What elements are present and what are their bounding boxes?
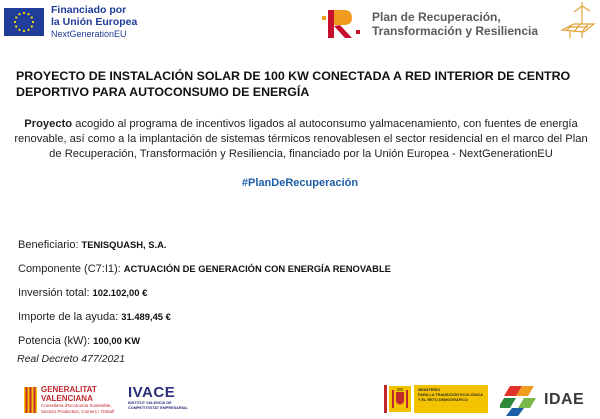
ministerio-bar <box>384 385 387 413</box>
description-lead: Proyecto <box>24 118 73 130</box>
ministerio-logo <box>384 385 490 413</box>
gva-sub-1: Conselleria d'Economia Sostenible, <box>41 403 112 408</box>
field-value: 31.489,45 € <box>121 311 171 322</box>
gva-line-1: GENERALITAT <box>41 385 97 394</box>
gva-text <box>41 385 114 415</box>
eu-flag-icon <box>4 8 44 36</box>
field-potencia <box>18 331 140 349</box>
eu-star <box>23 12 25 14</box>
ivace-sub-2: COMPETITIVITAT EMPRESARIAL <box>128 406 188 410</box>
solar-panel-wind-icon <box>560 2 596 40</box>
field-importe <box>18 307 171 325</box>
eu-star <box>27 29 29 31</box>
eu-star <box>32 21 34 23</box>
project-title: PROYECTO DE INSTALACIÓN SOLAR DE 100 KW CONECTADA A RED INTERIOR DE CENTRO DEPORTIVO PARA AUTOCONSUMO DE ENERGÍA <box>16 69 571 99</box>
description-body: acogido al programa de incentivos ligados al autoconsumo yalmacenamiento, con fuentes de energía renovable, así como a la implantación de sistemas térmicos renovablesen el sector residencial en el marco del Plan de Recuperación, Transformación y Resiliencia, financiado por la Unión Europea - NextGenerationEU <box>14 118 588 160</box>
gva-sub-2: Sectors Productius, Comerç i Treball <box>41 409 115 414</box>
gva-line-2: VALENCIANA <box>41 394 93 403</box>
eu-star <box>15 16 17 18</box>
field-componente <box>18 259 391 277</box>
ivace-word: IVACE <box>128 384 176 401</box>
generalitat-valenciana-logo <box>24 385 114 415</box>
eu-star <box>18 13 20 15</box>
idae-word: IDAE <box>544 391 585 408</box>
eu-star <box>18 29 20 31</box>
field-label: Potencia (kW): <box>18 335 91 347</box>
field-beneficiario <box>18 235 166 253</box>
ministerio-line-2: PARA LA TRANSICIÓN ECOLÓGICA <box>418 393 484 397</box>
field-label: Importe de la ayuda: <box>18 311 119 323</box>
gva-stripes-icon <box>24 387 37 413</box>
ministerio-text <box>414 385 488 413</box>
field-value: 100,00 KW <box>93 335 141 346</box>
ministerio-line-1: MINISTERIO <box>418 388 441 392</box>
eu-funding-logo <box>4 4 137 40</box>
eu-star <box>14 21 16 23</box>
ivace-sub-1: INSTITUT VALENCIÀ DE <box>128 401 172 405</box>
eu-star <box>15 25 17 27</box>
eu-star <box>27 13 29 15</box>
field-label: Inversión total: <box>18 287 90 299</box>
hashtag: #PlanDeRecuperación <box>241 177 359 189</box>
field-value: 102.102,00 € <box>92 287 148 298</box>
ivace-logo <box>128 384 190 411</box>
prtr-r-mark-icon <box>320 6 364 42</box>
field-label: Beneficiario: <box>18 239 79 251</box>
ministerio-line-3: Y EL RETO DEMOGRÁFICO <box>418 398 468 402</box>
eu-funding-text <box>51 4 137 40</box>
eu-star <box>23 30 25 32</box>
eu-line-2: la Unión Europea <box>51 16 138 28</box>
prtr-logo <box>320 6 538 42</box>
field-label: Componente (C7:I1): <box>18 263 121 275</box>
spain-coat-of-arms-icon <box>389 386 411 412</box>
eu-line-3: NextGenerationEU <box>51 29 127 39</box>
field-inversion <box>18 283 147 301</box>
idae-hexagon-icon <box>500 384 540 416</box>
field-value: TENISQUASH, S.A. <box>81 239 167 250</box>
project-description <box>14 117 588 162</box>
decree-reference: Real Decreto 477/2021 <box>17 353 125 365</box>
eu-line-1: Financiado por <box>51 4 127 16</box>
prtr-line-1: Plan de Recuperación, <box>372 10 501 24</box>
prtr-line-2: Transformación y Resiliencia <box>372 24 539 38</box>
prtr-text <box>372 10 538 38</box>
field-value: ACTUACIÓN DE GENERACIÓN CON ENERGÍA RENOVABLE <box>123 263 391 274</box>
eu-star <box>31 16 33 18</box>
idae-logo <box>500 384 584 416</box>
eu-star <box>31 25 33 27</box>
